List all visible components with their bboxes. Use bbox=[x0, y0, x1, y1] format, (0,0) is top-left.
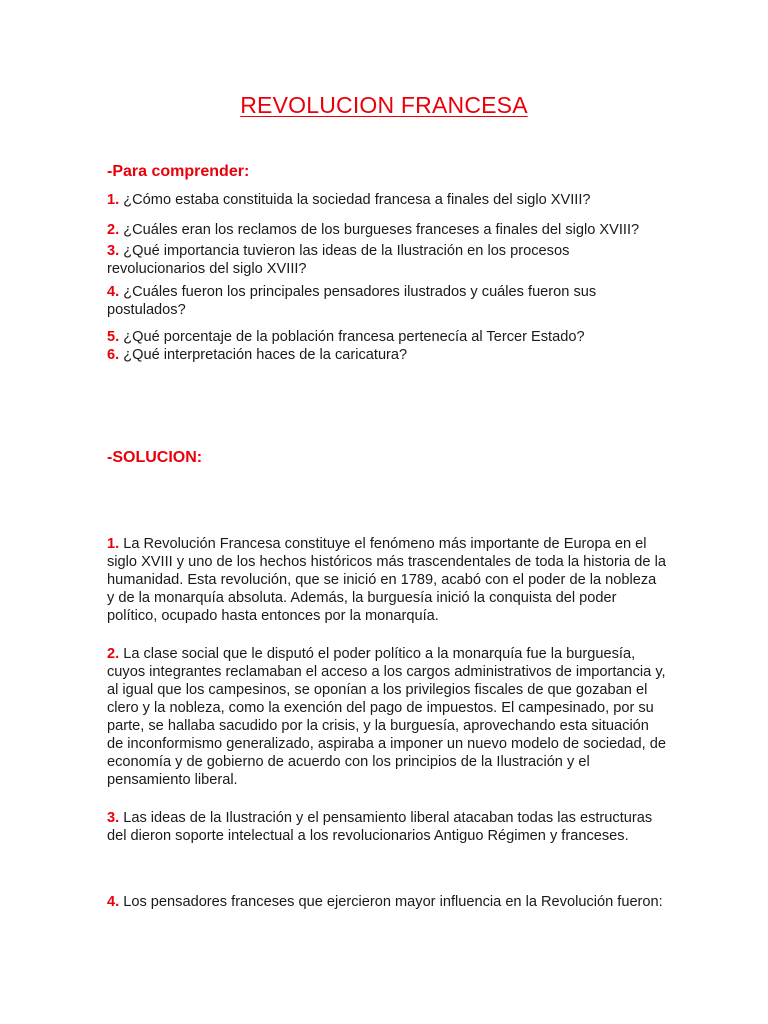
question-text: ¿Cuáles eran los reclamos de los burgueses franceses a finales del siglo XVIII? bbox=[119, 222, 640, 238]
answer-text: Las ideas de la Ilustración y el pensamiento liberal atacaban todas las estructuras del dieron soporte intelectual a los revolucionarios Antiguo Régimen y franceses. bbox=[107, 810, 653, 844]
question-1 bbox=[107, 191, 667, 209]
answer-3 bbox=[107, 809, 667, 845]
solution-heading: -SOLUCION: bbox=[107, 449, 203, 466]
question-text: ¿Cómo estaba constituida la sociedad francesa a finales del siglo XVIII? bbox=[119, 192, 591, 208]
question-text: ¿Cuáles fueron los principales pensadores ilustrados y cuáles fueron sus postulados? bbox=[107, 284, 597, 318]
document-title: REVOLUCION FRANCESA bbox=[240, 92, 528, 118]
question-number: 4. bbox=[107, 284, 120, 300]
question-text: ¿Qué interpretación haces de la caricatura? bbox=[119, 347, 408, 363]
answer-text: La clase social que le disputó el poder político a la monarquía fue la burguesía, cuyos integrantes reclamaban el acceso a los cargos administrativos de importancia y, al igual que los campesinos, se oponían a los privilegios fiscales de que gozaban el clero y la nobleza, como la exención del pago de impuestos. El campesinado, por su parte, se hallaba sacudido por la crisis, y la burguesía, aprovechando esta situación de inconformismo generalizado, aspiraba a imponer un nuevo modelo de sociedad, de economía y de gobierno de acuerdo con los principios de la Ilustración y el pensamiento liberal. bbox=[107, 646, 666, 788]
question-6 bbox=[107, 346, 667, 364]
answer-number: 3. bbox=[107, 810, 120, 826]
question-3 bbox=[107, 242, 667, 278]
answer-text: Los pensadores franceses que ejercieron mayor influencia en la Revolución fueron: bbox=[119, 894, 663, 910]
question-number: 5. bbox=[107, 329, 120, 345]
question-text: ¿Qué importancia tuvieron las ideas de la Ilustración en los procesos revolucionarios del siglo XVIII? bbox=[107, 243, 570, 277]
answer-text: La Revolución Francesa constituye el fenómeno más importante de Europa en el siglo XVIII y uno de los hechos históricos más trascendentales de toda la historia de la humanidad. Esta revolución, que se inició en 1789, acabó con el poder de la nobleza y de la monarquía absoluta. Además, la burguesía inició la conquista del poder político, ocupado hasta entonces por la monarquía. bbox=[107, 536, 666, 624]
answer-number: 1. bbox=[107, 536, 120, 552]
answer-1 bbox=[107, 535, 667, 625]
question-text: ¿Qué porcentaje de la población francesa pertenecía al Tercer Estado? bbox=[119, 329, 585, 345]
question-5 bbox=[107, 328, 667, 346]
questions-heading: -Para comprender: bbox=[107, 163, 250, 180]
answer-number: 2. bbox=[107, 646, 120, 662]
question-number: 6. bbox=[107, 347, 120, 363]
question-number: 1. bbox=[107, 192, 120, 208]
answer-2 bbox=[107, 645, 667, 789]
question-number: 2. bbox=[107, 222, 120, 238]
question-4 bbox=[107, 283, 667, 319]
answer-4 bbox=[107, 893, 667, 911]
question-2 bbox=[107, 221, 667, 239]
answer-number: 4. bbox=[107, 894, 120, 910]
question-number: 3. bbox=[107, 243, 120, 259]
